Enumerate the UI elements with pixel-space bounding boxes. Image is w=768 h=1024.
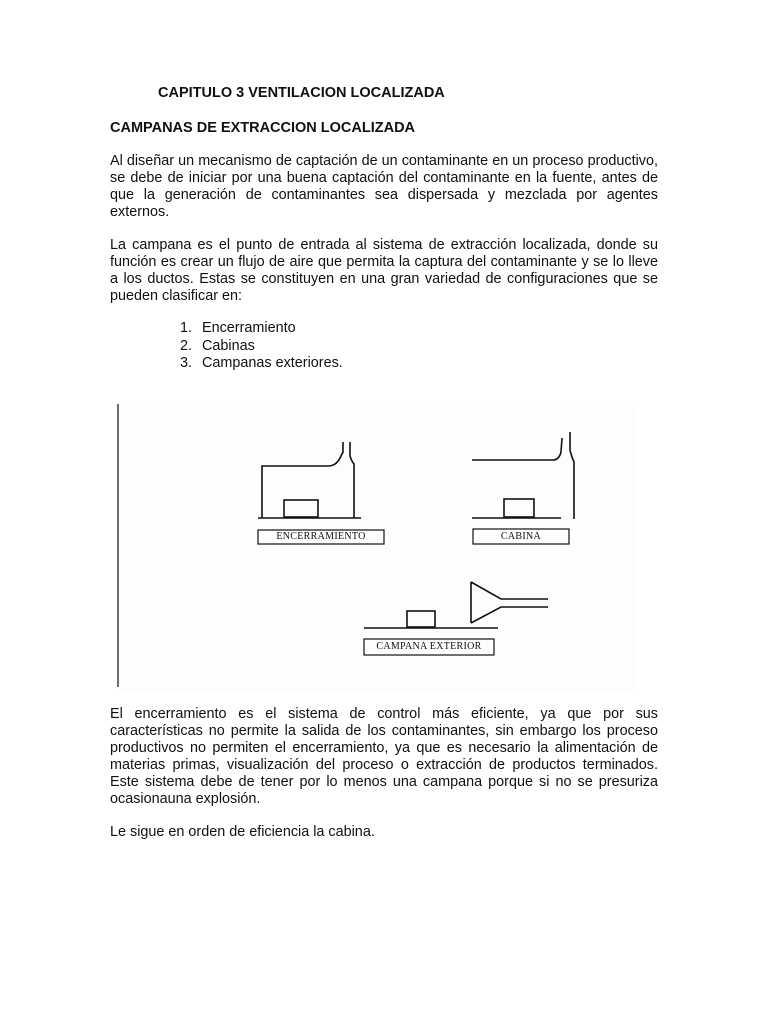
booth-label: CABINA xyxy=(500,531,542,542)
list-item xyxy=(180,355,343,373)
booth-workpiece xyxy=(504,499,534,517)
section-title: CAMPANAS DE EXTRACCION LOCALIZADA xyxy=(110,120,416,136)
booth-drawing xyxy=(472,432,574,544)
list-item-text: Cabinas xyxy=(202,337,255,354)
list-item-number: 1. xyxy=(180,320,193,336)
exterior-hood-flare xyxy=(471,582,548,623)
paragraph-booth: Le sigue en orden de eficiencia la cabina. xyxy=(110,824,375,840)
list-item-text: Campanas exteriores. xyxy=(202,355,343,371)
exterior-workpiece xyxy=(407,611,435,627)
booth-hood xyxy=(472,432,574,519)
list-item xyxy=(180,320,343,338)
hood-types-figure xyxy=(116,402,636,692)
exterior-hood-label: CAMPANA EXTERIOR xyxy=(376,641,482,652)
enclosure-workpiece xyxy=(284,500,318,517)
paragraph-intro: Al diseñar un mecanismo de captación de un contaminante en un proceso productivo, se debe de iniciar por una buena captación del contaminante en la fuente, antes de que la generación de contaminantes sea dispersada y mezclada por agentes externos. xyxy=(110,153,658,220)
list-item-text: Encerramiento xyxy=(202,320,296,336)
chapter-title: CAPITULO 3 VENTILACION LOCALIZADA xyxy=(158,85,445,101)
paragraph-enclosure: El encerramiento es el sistema de control más eficiente, ya que por sus características no permite la salida de los contaminantes, sin embargo los proceso productivos no permiten el encerramiento, ya que es necesario la alimentación de materias primas, visualización del proceso o extracción de productos terminados. Este sistema debe de tener por lo menos una campana porque si no se presuriza ocasionauna explosión. xyxy=(110,706,658,807)
paragraph-hood-definition: La campana es el punto de entrada al sistema de extracción localizada, donde su función es crear un flujo de aire que permita la captura del contaminante y se lo lleve a los ductos. Estas se constituyen en una gran variedad de configuraciones que se pueden clasificar en: xyxy=(110,237,658,304)
enclosure-hood xyxy=(262,442,354,518)
list-item-number: 2. xyxy=(180,337,193,354)
enclosure-label: ENCERRAMIENTO xyxy=(276,531,366,542)
list-item-number: 3. xyxy=(180,355,193,371)
enclosure-drawing xyxy=(258,442,384,544)
hood-types-list xyxy=(180,320,343,373)
list-item xyxy=(180,338,343,356)
